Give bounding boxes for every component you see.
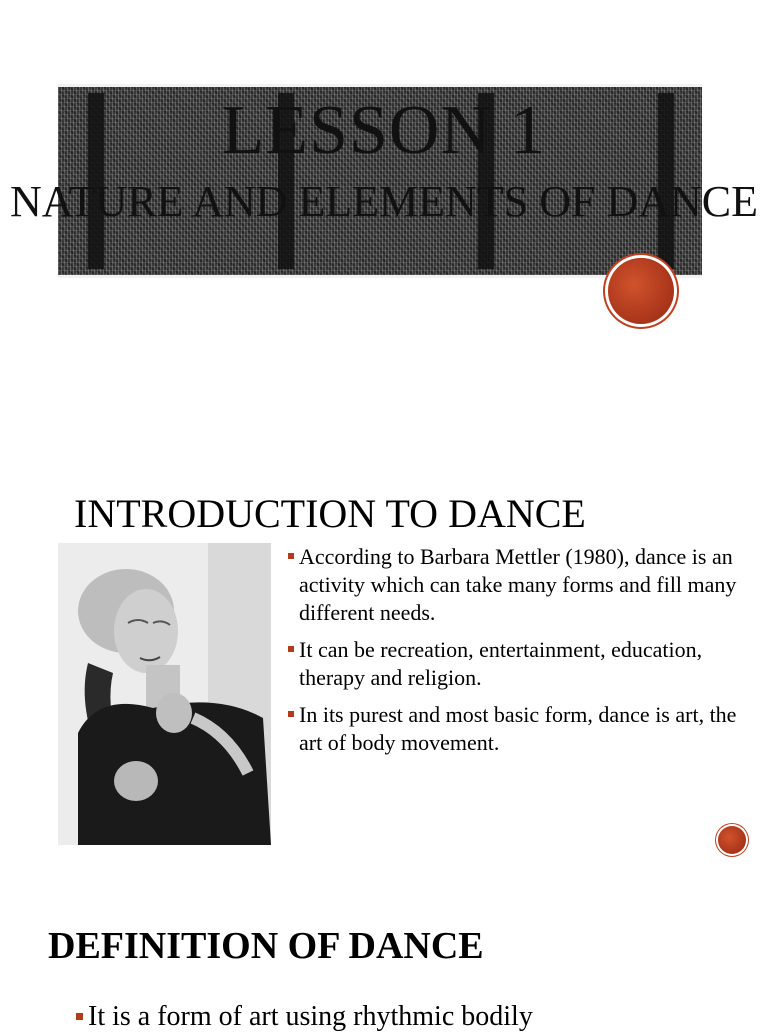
list-item: In its purest and most basic form, dance is art, the art of body movement.	[286, 701, 756, 757]
intro-bullet-list	[286, 543, 756, 766]
slide-title	[0, 92, 768, 226]
definition-heading: DEFINITION OF DANCE	[48, 925, 484, 967]
decorative-circle-icon	[718, 826, 746, 854]
lesson-title: LESSON 1	[221, 92, 547, 169]
dancer-photo	[58, 543, 271, 845]
list-item: It is a form of art using rhythmic bodily	[76, 1000, 533, 1034]
intro-heading: INTRODUCTION TO DANCE	[74, 491, 586, 536]
definition-slide	[0, 900, 768, 1032]
intro-slide	[0, 470, 768, 870]
list-item: According to Barbara Mettler (1980), dance is an activity which can take many forms and fill many different needs.	[286, 543, 756, 627]
title-slide	[0, 0, 768, 420]
lesson-subtitle: NATURE AND ELEMENTS OF DANCE	[10, 177, 758, 226]
decorative-circle-icon	[608, 258, 674, 324]
list-item: It can be recreation, entertainment, education, therapy and religion.	[286, 636, 756, 692]
